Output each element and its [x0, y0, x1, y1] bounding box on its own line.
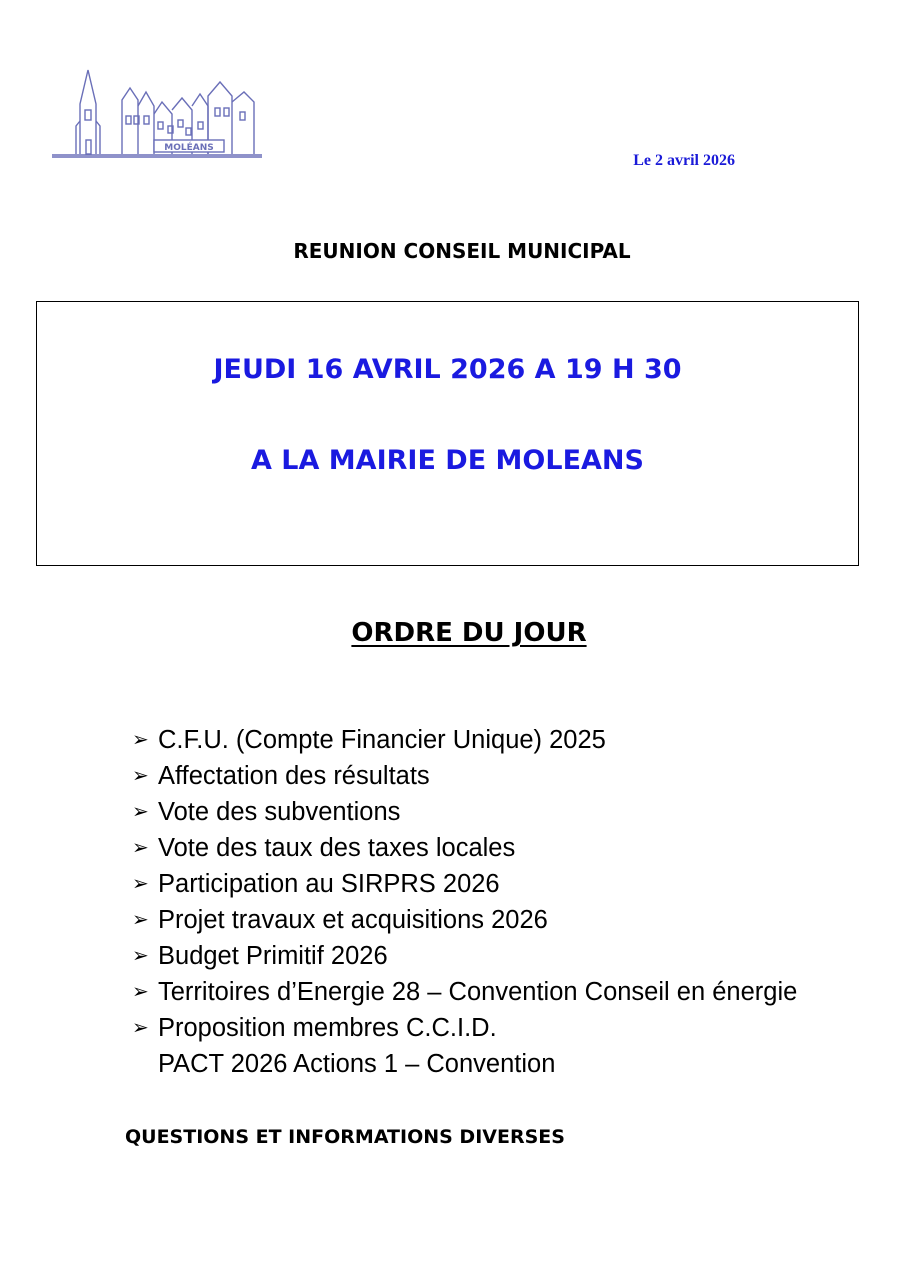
meeting-location: A LA MAIRIE DE MOLEANS — [251, 445, 644, 476]
arrow-bullet-icon: ➢ — [132, 765, 149, 787]
arrow-bullet-icon: ➢ — [132, 801, 149, 823]
agenda-item: ➢ Affectation des résultats — [132, 758, 797, 794]
arrow-bullet-icon: ➢ — [132, 981, 149, 1003]
meeting-info-box — [36, 301, 859, 566]
meeting-datetime: JEUDI 16 AVRIL 2026 A 19 H 30 — [213, 354, 682, 385]
agenda-list — [132, 722, 797, 1082]
document-date: Le 2 avril 2026 — [633, 152, 735, 169]
arrow-bullet-icon: ➢ — [132, 1017, 149, 1039]
agenda-item: ➢ C.F.U. (Compte Financier Unique) 2025 — [132, 722, 797, 758]
agenda-item: ➢ Vote des subventions — [132, 794, 797, 830]
moleans-logo — [50, 66, 265, 160]
agenda-item: ➢ Territoires d’Energie 28 – Convention Conseil en énergie — [132, 974, 797, 1010]
arrow-bullet-icon: ➢ — [132, 909, 149, 931]
arrow-bullet-icon: ➢ — [132, 837, 149, 859]
questions-diverses: QUESTIONS ET INFORMATIONS DIVERSES — [125, 1126, 565, 1148]
arrow-bullet-icon: ➢ — [132, 945, 149, 967]
agenda-item: ➢ Budget Primitif 2026 — [132, 938, 797, 974]
agenda-item: ➢ Proposition membres C.C.I.D. — [132, 1010, 797, 1046]
agenda-item: ➢ Participation au SIRPRS 2026 — [132, 866, 797, 902]
arrow-bullet-icon: ➢ — [132, 729, 149, 751]
agenda-item: ➢ Vote des taux des taxes locales — [132, 830, 797, 866]
agenda-title: ORDRE DU JOUR — [351, 618, 587, 648]
arrow-bullet-icon: ➢ — [132, 873, 149, 895]
logo-text: MOLÉANS — [164, 143, 214, 153]
agenda-item-continuation: PACT 2026 Actions 1 – Convention — [158, 1050, 556, 1078]
agenda-item: ➢ Projet travaux et acquisitions 2026 — [132, 902, 797, 938]
meeting-title: REUNION CONSEIL MUNICIPAL — [293, 239, 631, 263]
